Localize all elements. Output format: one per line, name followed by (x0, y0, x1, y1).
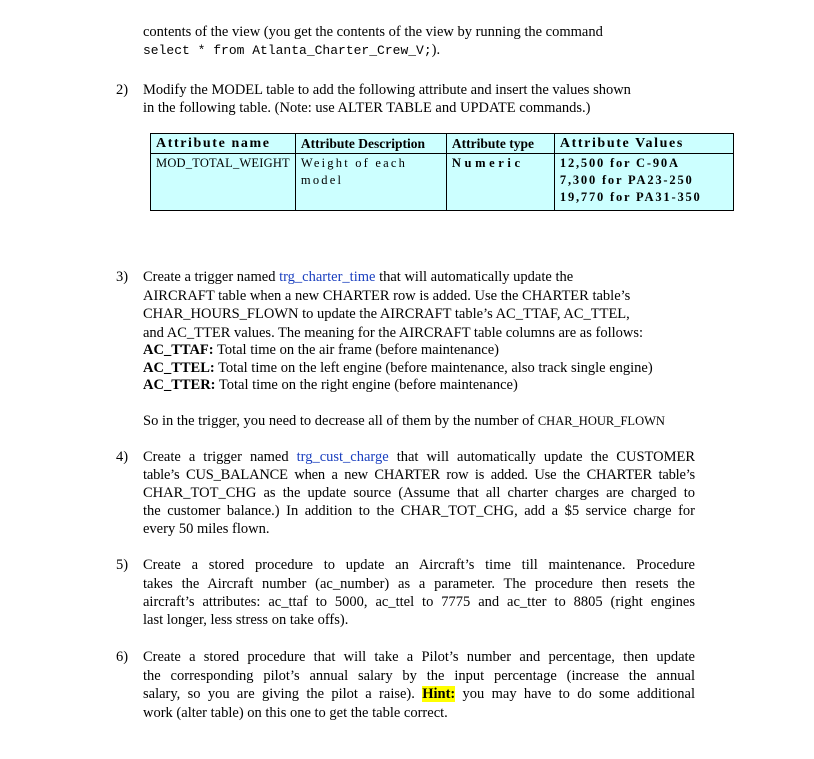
item-2-line-1: Modify the MODEL table to add the following attribute and insert the values shown (143, 82, 631, 98)
item-6-line-3 (143, 685, 695, 703)
item-2-line-2: in the following table. (Note: use ALTER TABLE and UPDATE commands.) (143, 100, 591, 116)
item-4-line-1-pre: Create a trigger named (143, 449, 297, 465)
item-3-note-text: So in the trigger, you need to decrease all of them by the number of (143, 413, 538, 429)
item-6-line-3-post: you may have to do some additional (455, 686, 695, 702)
item-4-line-1 (143, 448, 695, 466)
value-line: 7,300 for PA23-250 (559, 173, 694, 187)
intro-line-2-end: ). (431, 42, 441, 58)
value-line: 19,770 for PA31-350 (559, 190, 702, 204)
header-attribute-values: Attribute Values (554, 134, 733, 154)
header-attribute-type: Attribute type (446, 134, 554, 154)
definition-text: Total time on the air frame (before maintenance) (213, 342, 499, 358)
trigger-name-charter-time: trg_charter_time (279, 269, 376, 285)
sql-command: select * from Atlanta_Charter_Crew_V; (143, 43, 432, 58)
term-ac-tter: AC_TTER: (143, 377, 216, 393)
cell-attribute-name: MOD_TOTAL_WEIGHT (151, 154, 296, 211)
definition-ac-ttaf (143, 341, 499, 359)
item-6-line-3-pre: salary, so you are giving the pilot a raise). (143, 686, 423, 702)
cell-attribute-type: Numeric (446, 154, 554, 211)
hint-label: Hint: (422, 686, 456, 702)
item-3-line-1-pre: Create a trigger named (143, 269, 280, 285)
item-2-number: 2) (116, 82, 129, 98)
attribute-table-header (151, 134, 734, 154)
item-4-number: 4) (116, 449, 129, 465)
cell-attribute-values (554, 154, 733, 211)
item-3-line-2: AIRCRAFT table when a new CHARTER row is added. Use the CHARTER table’s (143, 288, 631, 304)
header-attribute-name: Attribute name (151, 134, 296, 154)
definition-text: Total time on the right engine (before maintenance) (215, 377, 518, 393)
header-attribute-description: Attribute Description (295, 134, 446, 154)
term-ac-ttel: AC_TTEL: (143, 360, 215, 376)
definition-ac-ttel (143, 359, 653, 377)
item-3-line-3: CHAR_HOURS_FLOWN to update the AIRCRAFT table’s AC_TTAF, AC_TTEL, (143, 306, 630, 322)
item-6-line-4: work (alter table) on this one to get the table correct. (143, 705, 448, 721)
value-line: 12,500 for C-90A (559, 156, 680, 170)
term-ac-ttaf: AC_TTAF: (143, 342, 214, 358)
cell-attribute-description: Weight of each model (295, 154, 446, 211)
column-name: CHAR_HOUR_FLOWN (537, 414, 665, 428)
item-6-number: 6) (116, 649, 129, 665)
intro-line-2 (143, 41, 440, 60)
item-6-line-1: Create a stored procedure that will take a Pilot’s number and percentage, then update (143, 649, 695, 665)
item-4-line-4: the customer balance.) In addition to the CHAR_TOT_CHG, add a $5 service charge for (143, 503, 695, 519)
item-5-line-4: last longer, less stress on take offs). (143, 612, 349, 628)
item-3-note (143, 412, 665, 430)
item-6-line-2: the corresponding pilot’s annual salary by the input percentage (increase the annual (143, 668, 695, 684)
trigger-name-cust-charge: trg_cust_charge (296, 449, 389, 465)
item-4-line-3: CHAR_TOT_CHG as the update source (Assume that all charter charges are charged to (143, 485, 695, 501)
item-3-number: 3) (116, 269, 129, 285)
item-3-line-1-post: that will automatically update the (375, 269, 574, 285)
definition-text: Total time on the left engine (before maintenance, also track single engine) (214, 360, 653, 376)
item-5-line-1: Create a stored procedure to update an Aircraft’s time till maintenance. Procedure (143, 557, 695, 573)
intro-line-1: contents of the view (you get the contents of the view by running the command (143, 24, 603, 40)
attribute-table (150, 133, 734, 211)
item-5-line-2: takes the Aircraft number (ac_number) as a parameter. The procedure then resets the (143, 576, 695, 592)
item-4-line-5: every 50 miles flown. (143, 521, 270, 537)
item-4-line-2: table’s CUS_BALANCE when a new CHARTER row is added. Use the CHARTER table’s (143, 467, 695, 483)
item-5-number: 5) (116, 557, 129, 573)
item-3-line-1 (143, 268, 573, 286)
table-row (151, 154, 734, 211)
item-3-line-4: and AC_TTER values. The meaning for the AIRCRAFT table columns are as follows: (143, 325, 644, 341)
item-4-line-1-post: that will automatically update the CUSTOMER (388, 449, 695, 465)
item-5-line-3: aircraft’s attributes: ac_ttaf to 5000, ac_ttel to 7775 and ac_tter to 8805 (right engines (143, 594, 695, 610)
definition-ac-tter (143, 376, 518, 394)
